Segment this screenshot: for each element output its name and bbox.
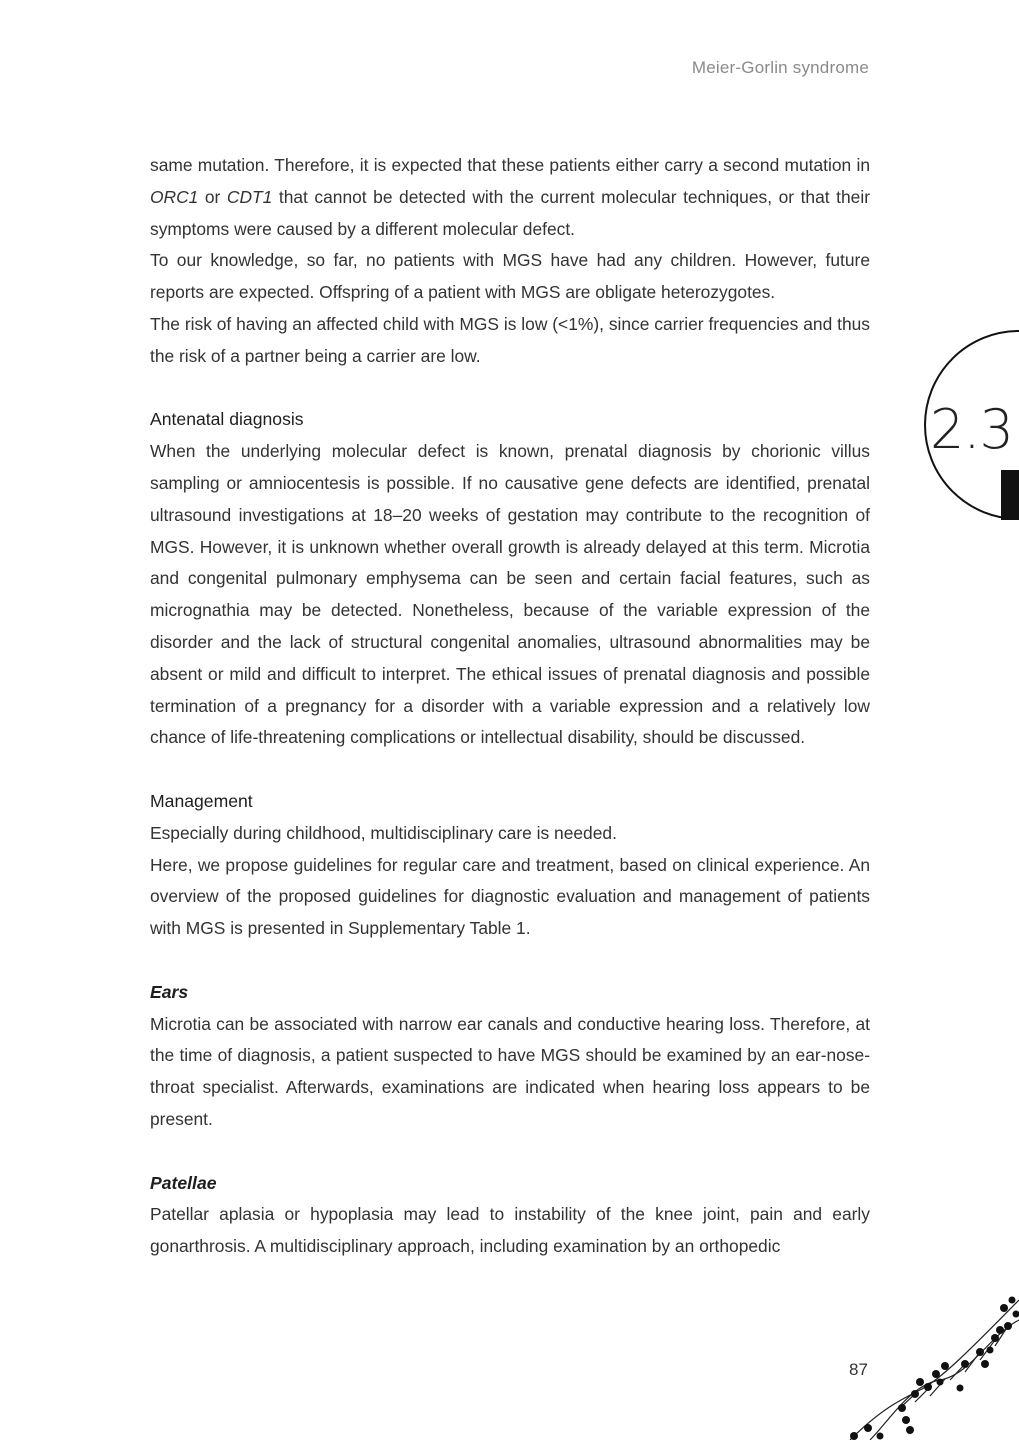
- heading-antenatal-diagnosis: Antenatal diagnosis: [150, 409, 304, 430]
- paragraph-mutation: [150, 150, 870, 245]
- paragraph-mutation-text-b: or: [198, 186, 227, 207]
- paragraph-mutation-text-c: that cannot be detected with the current molecular techniques, or that their symptoms were caused by a different molecular defect.: [150, 186, 870, 239]
- paragraph-mutation-text-a: same mutation. Therefore, it is expected that these patients either carry a second mutation in: [150, 155, 870, 175]
- paragraph-risk: The risk of having an affected child with MGS is low (<1%), since carrier frequencies and thus the risk of a partner being a carrier are low.: [150, 313, 870, 366]
- paragraph-patellae: Patellar aplasia or hypoplasia may lead to instability of the knee joint, pain and early gonarthrosis. A multidisciplinary approach, including examination by an orthopedic: [150, 1204, 870, 1257]
- gene-cdt1: CDT1: [226, 186, 273, 207]
- heading-patellae: Patellae: [150, 1172, 217, 1193]
- paragraph-antenatal: When the underlying molecular defect is known, prenatal diagnosis by chorionic villus sampling or amniocentesis is possible. If no causative gene defects are identified, prenatal ultrasound investigations at 18–20 weeks of gestation may contribute to the recognition of MGS. However, it is unknown whether overall growth is already delayed at this term. Microtia and congenital pulmonary emphysema can be seen and certain facial features, such as micrognathia may be detected. Nonetheless, because of the variable expression of the disorder and the lack of structural congenital anomalies, ultrasound abnormalities may be absent or mild and difficult to interpret. The ethical issues of prenatal diagnosis and possible termination of a pregnancy for a disorder with a variable expression and a relatively low chance of life-threatening complications or intellectual disability, should be discussed.: [150, 441, 870, 748]
- article-body: [150, 150, 870, 1263]
- paragraph-management-1: Especially during childhood, multidisciplinary care is needed.: [150, 822, 617, 843]
- heading-ears: Ears: [150, 981, 189, 1002]
- gene-orc1: ORC1: [150, 186, 199, 207]
- dna-helix-decoration: [840, 1290, 1019, 1440]
- chapter-number: 2.3: [930, 398, 1013, 461]
- heading-management: Management: [150, 790, 253, 811]
- running-header: Meier-Gorlin syndrome: [691, 58, 869, 77]
- paragraph-management-2: Here, we propose guidelines for regular care and treatment, based on clinical experience. An overview of the proposed guidelines for diagnostic evaluation and management of patients with MGS is presented in Supplementary Table 1.: [150, 854, 870, 939]
- paragraph-ears: Microtia can be associated with narrow ear canals and conductive hearing loss. Therefore, at the time of diagnosis, a patient suspected to have MGS should be examined by an ear-nose-throat specialist. Afterwards, examinations are indicated when hearing loss appears to be present.: [150, 1013, 870, 1129]
- paragraph-offspring: To our knowledge, so far, no patients with MGS have had any children. However, future reports are expected. Offspring of a patient with MGS are obligate heterozygotes.: [150, 250, 870, 303]
- page-number: 87: [849, 1360, 868, 1379]
- chapter-tab-bar: [1001, 470, 1019, 520]
